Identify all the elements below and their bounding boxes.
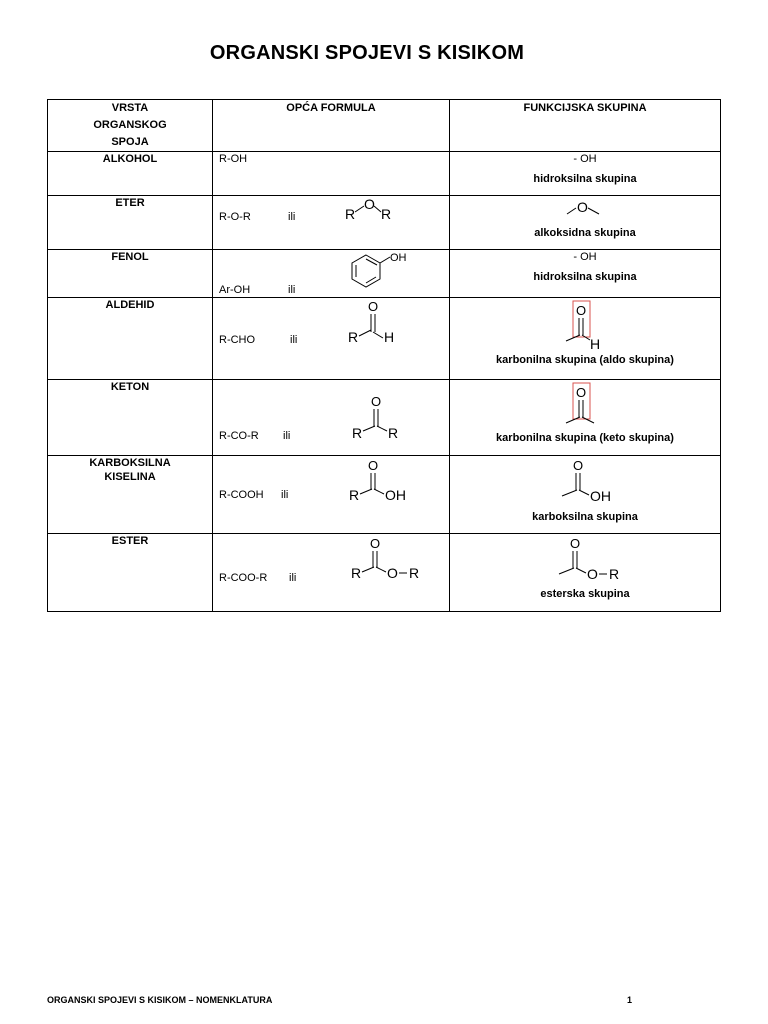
table-row	[48, 380, 721, 456]
row-type-alcohol: ALKOHOL	[48, 152, 213, 196]
struct-oh: OH	[385, 487, 406, 503]
row-type-phenol: FENOL	[48, 250, 213, 298]
ester-group-structure	[553, 535, 633, 585]
bond	[359, 330, 371, 336]
general-formula: R-OH	[219, 153, 248, 165]
type-line: KARBOKSILNA	[89, 457, 171, 469]
page-number: 1	[627, 995, 633, 1005]
bond	[362, 567, 374, 572]
struct-o: O	[364, 196, 375, 212]
group-name-main: karbonilna skupina	[496, 354, 597, 366]
bond	[562, 490, 577, 496]
bond	[567, 208, 576, 214]
group-name: karbonilna skupina (aldo skupina)	[496, 354, 674, 366]
group-cell	[450, 380, 721, 456]
header-functional-group: FUNKCIJSKA SKUPINA	[450, 100, 721, 152]
page-footer: ORGANSKI SPOJEVI S KISIKOM – NOMENKLATURA	[47, 995, 273, 1005]
struct-oh: OH	[390, 252, 407, 264]
ether-structure	[341, 198, 401, 228]
alkoxy-group-structure	[563, 198, 613, 224]
row-type-aldehyde: ALDEHID	[48, 298, 213, 380]
table-row	[48, 196, 721, 250]
struct-o: O	[573, 458, 584, 473]
or-text: ili	[281, 489, 289, 501]
struct-h: H	[590, 336, 601, 352]
struct-o-top: O	[370, 536, 381, 551]
group-cell	[450, 250, 721, 298]
aldehyde-group-structure	[558, 299, 618, 355]
formula-cell	[213, 196, 450, 250]
group-name: alkoksidna skupina	[534, 227, 636, 239]
or-text: ili	[288, 211, 296, 223]
or-text: ili	[290, 334, 298, 346]
header-general-formula: OPĆA FORMULA	[213, 100, 450, 152]
struct-o: O	[368, 458, 379, 473]
bond	[374, 206, 381, 212]
organic-compounds-table	[47, 99, 721, 612]
bond	[373, 332, 383, 338]
type-line: KISELINA	[104, 471, 156, 483]
struct-o-right: O	[387, 565, 398, 581]
struct-o: O	[576, 385, 587, 400]
header-compound-type	[48, 100, 213, 152]
row-type-ether: ETER	[48, 196, 213, 250]
struct-r: R	[349, 487, 360, 503]
carboxyl-group-structure	[556, 457, 626, 505]
bond	[380, 257, 390, 263]
struct-h: H	[384, 329, 395, 345]
aldehyde-structure	[345, 298, 405, 348]
group-cell	[450, 152, 721, 196]
group-cell	[450, 534, 721, 612]
or-text: ili	[288, 284, 296, 296]
header-line: ORGANSKOG	[93, 119, 167, 131]
group-cell	[450, 196, 721, 250]
general-formula: R-COO-R	[219, 572, 268, 584]
general-formula: R-O-R	[219, 211, 251, 223]
group-name: hidroksilna skupina	[533, 271, 637, 283]
row-type-ketone: KETON	[48, 380, 213, 456]
struct-r-right: R	[409, 565, 420, 581]
bond	[360, 489, 372, 494]
ketone-structure	[349, 392, 419, 454]
struct-r-left: R	[345, 206, 356, 222]
group-name-main: karbonilna skupina	[496, 432, 597, 444]
struct-r: R	[348, 329, 359, 345]
ester-structure	[349, 535, 439, 585]
bond	[576, 568, 586, 573]
group-name: hidroksilna skupina	[533, 173, 637, 185]
page-title: ORGANSKI SPOJEVI S KISIKOM	[209, 42, 525, 64]
bond	[374, 489, 384, 494]
bond	[377, 426, 387, 431]
struct-o-top: O	[570, 536, 581, 551]
group-name: karbonilna skupina (keto skupina)	[496, 432, 674, 444]
table-row	[48, 250, 721, 298]
bond	[355, 206, 364, 212]
bond	[582, 417, 594, 423]
row-type-carboxylic-acid	[48, 456, 213, 534]
table-row	[48, 456, 721, 534]
struct-r-left: R	[351, 565, 362, 581]
bond	[588, 208, 599, 214]
formula-cell	[213, 534, 450, 612]
header-line: VRSTA	[111, 102, 149, 114]
struct-r-right: R	[381, 206, 392, 222]
bond	[579, 490, 589, 495]
table-header-row	[48, 100, 721, 152]
formula-cell	[213, 298, 450, 380]
group-name: karboksilna skupina	[532, 511, 638, 523]
struct-o: O	[371, 394, 382, 409]
formula-cell	[213, 380, 450, 456]
formula-cell	[213, 250, 450, 298]
table-row	[48, 534, 721, 612]
struct-r-right: R	[388, 425, 399, 441]
general-formula: R-CHO	[219, 334, 256, 346]
ketone-group-structure	[558, 381, 618, 427]
struct-o: O	[368, 299, 379, 314]
group-name-alt: aldo skupina	[603, 354, 671, 366]
row-type-ester: ESTER	[48, 534, 213, 612]
struct-r-right: R	[609, 566, 620, 582]
struct-o-right: O	[587, 566, 598, 582]
struct-r-left: R	[352, 425, 363, 441]
group-name-alt: keto skupina	[603, 432, 671, 444]
struct-o: O	[577, 199, 588, 215]
formula-cell	[213, 456, 450, 534]
formula-cell	[213, 152, 450, 196]
table-row	[48, 298, 721, 380]
or-text: ili	[289, 572, 297, 584]
bond	[376, 567, 386, 572]
group-formula: - OH	[573, 153, 597, 165]
group-formula: - OH	[573, 251, 597, 263]
group-cell	[450, 298, 721, 380]
bond	[363, 426, 375, 431]
table-row	[48, 152, 721, 196]
struct-o: O	[576, 303, 587, 318]
carboxylic-acid-structure	[347, 457, 422, 507]
general-formula: R-CO-R	[219, 430, 259, 442]
group-cell	[450, 456, 721, 534]
general-formula: Ar-OH	[219, 284, 251, 296]
header-line: SPOJA	[111, 136, 149, 148]
general-formula: R-COOH	[219, 489, 264, 501]
phenol-structure	[346, 251, 426, 296]
struct-oh: OH	[590, 488, 611, 504]
or-text: ili	[283, 430, 291, 442]
group-name: esterska skupina	[540, 588, 630, 600]
bond	[559, 568, 574, 574]
